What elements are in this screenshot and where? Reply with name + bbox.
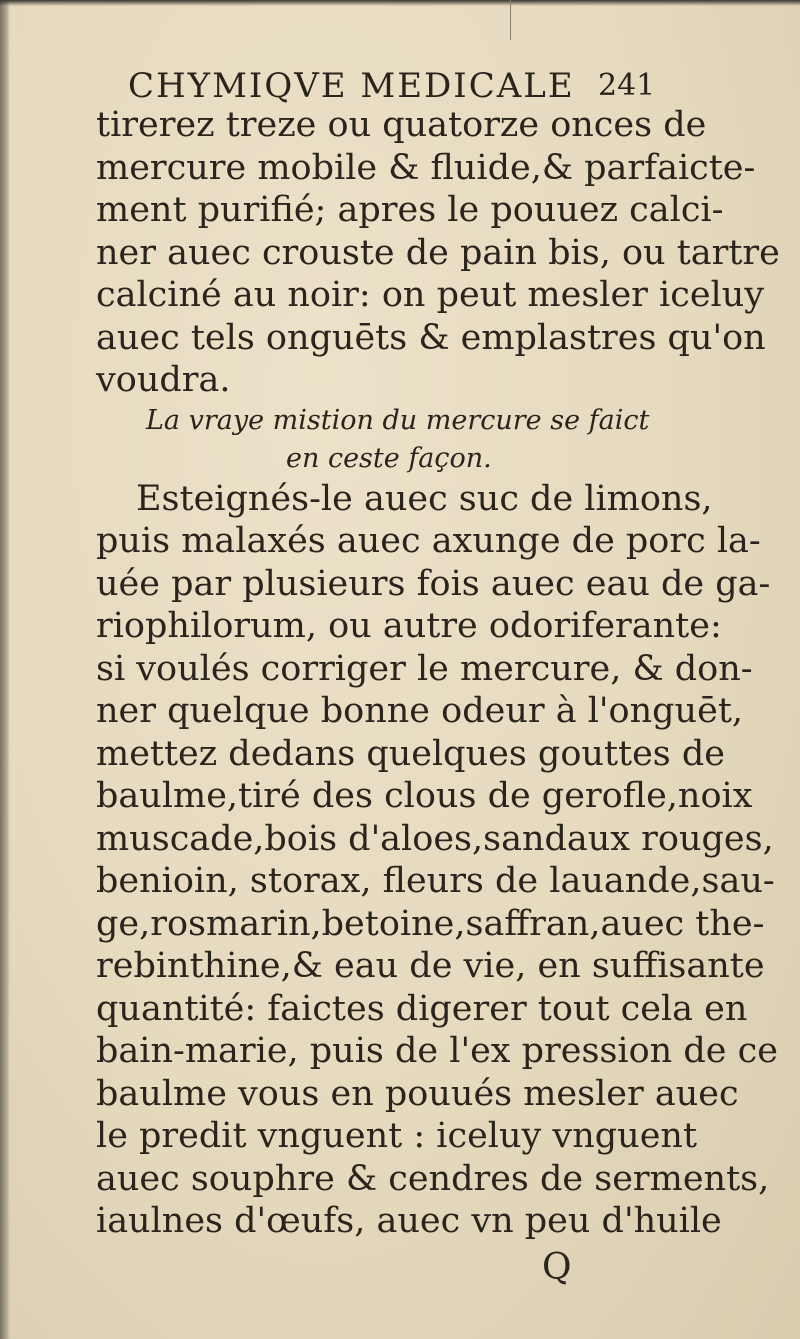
text-line: baulme,tiré des clous de gerofle,noix [96, 776, 753, 816]
text-line: iaulnes d'œufs, auec vn peu d'huile [96, 1201, 722, 1241]
text-line: auec souphre & cendres de serments, [96, 1158, 770, 1199]
section-heading-line-1: La vraye mistion du mercure se faict [146, 404, 650, 436]
catchword: Q [542, 1247, 572, 1288]
text-line: ge,rosmarin,betoine,saffran,auec the- [96, 903, 765, 944]
text-line: ment purifié; apres le pouuez calci- [96, 190, 724, 230]
running-head [128, 62, 668, 110]
text-line: benioin, storax, fleurs de lauande,sau- [96, 861, 775, 901]
section-heading-line-2: en ceste façon. [286, 442, 492, 474]
text-line: uée par plusieurs fois auec eau de ga- [96, 563, 771, 604]
text-line: riophilorum, ou autre odoriferante: [96, 606, 722, 646]
text-line: voudra. [96, 360, 231, 400]
paragraph-first-line: Esteignés-le auec suc de limons, [136, 478, 713, 519]
text-line: rebinthine,& eau de vie, en suffisante [96, 946, 765, 986]
text-line: si voulés corriger le mercure, & don- [96, 648, 753, 689]
text-line: bain-marie, puis de l'ex pression de ce [96, 1031, 778, 1071]
page-crease-mark [510, 0, 511, 40]
text-line: baulme vous en pouués mesler auec [96, 1073, 739, 1114]
text-line: muscade,bois d'aloes,sandaux rouges, [96, 818, 774, 859]
text-line: ner auec crouste de pain bis, ou tartre [96, 232, 780, 273]
page-top-edge-shadow [0, 0, 800, 6]
text-line: le predit vnguent : iceluy vnguent [96, 1116, 698, 1156]
running-title: CHYMIQVE MEDICALE [128, 66, 575, 106]
page-number: 241 [598, 68, 656, 103]
text-line: quantité: faictes digerer tout cela en [96, 988, 748, 1029]
page-left-edge-shadow [0, 0, 10, 1339]
text-line: calciné au noir: on peut mesler iceluy [96, 275, 765, 315]
text-block [96, 104, 780, 1243]
text-line: auec tels onguēts & emplastres qu'on [96, 317, 766, 358]
text-line: ner quelque bonne odeur à l'onguēt, [96, 691, 744, 731]
text-line: mettez dedans quelques gouttes de [96, 733, 725, 774]
text-line: tirerez treze ou quatorze onces de [96, 105, 707, 145]
text-line: mercure mobile & fluide,& parfaicte- [96, 147, 756, 188]
text-line: puis malaxés auec axunge de porc la- [96, 521, 761, 561]
